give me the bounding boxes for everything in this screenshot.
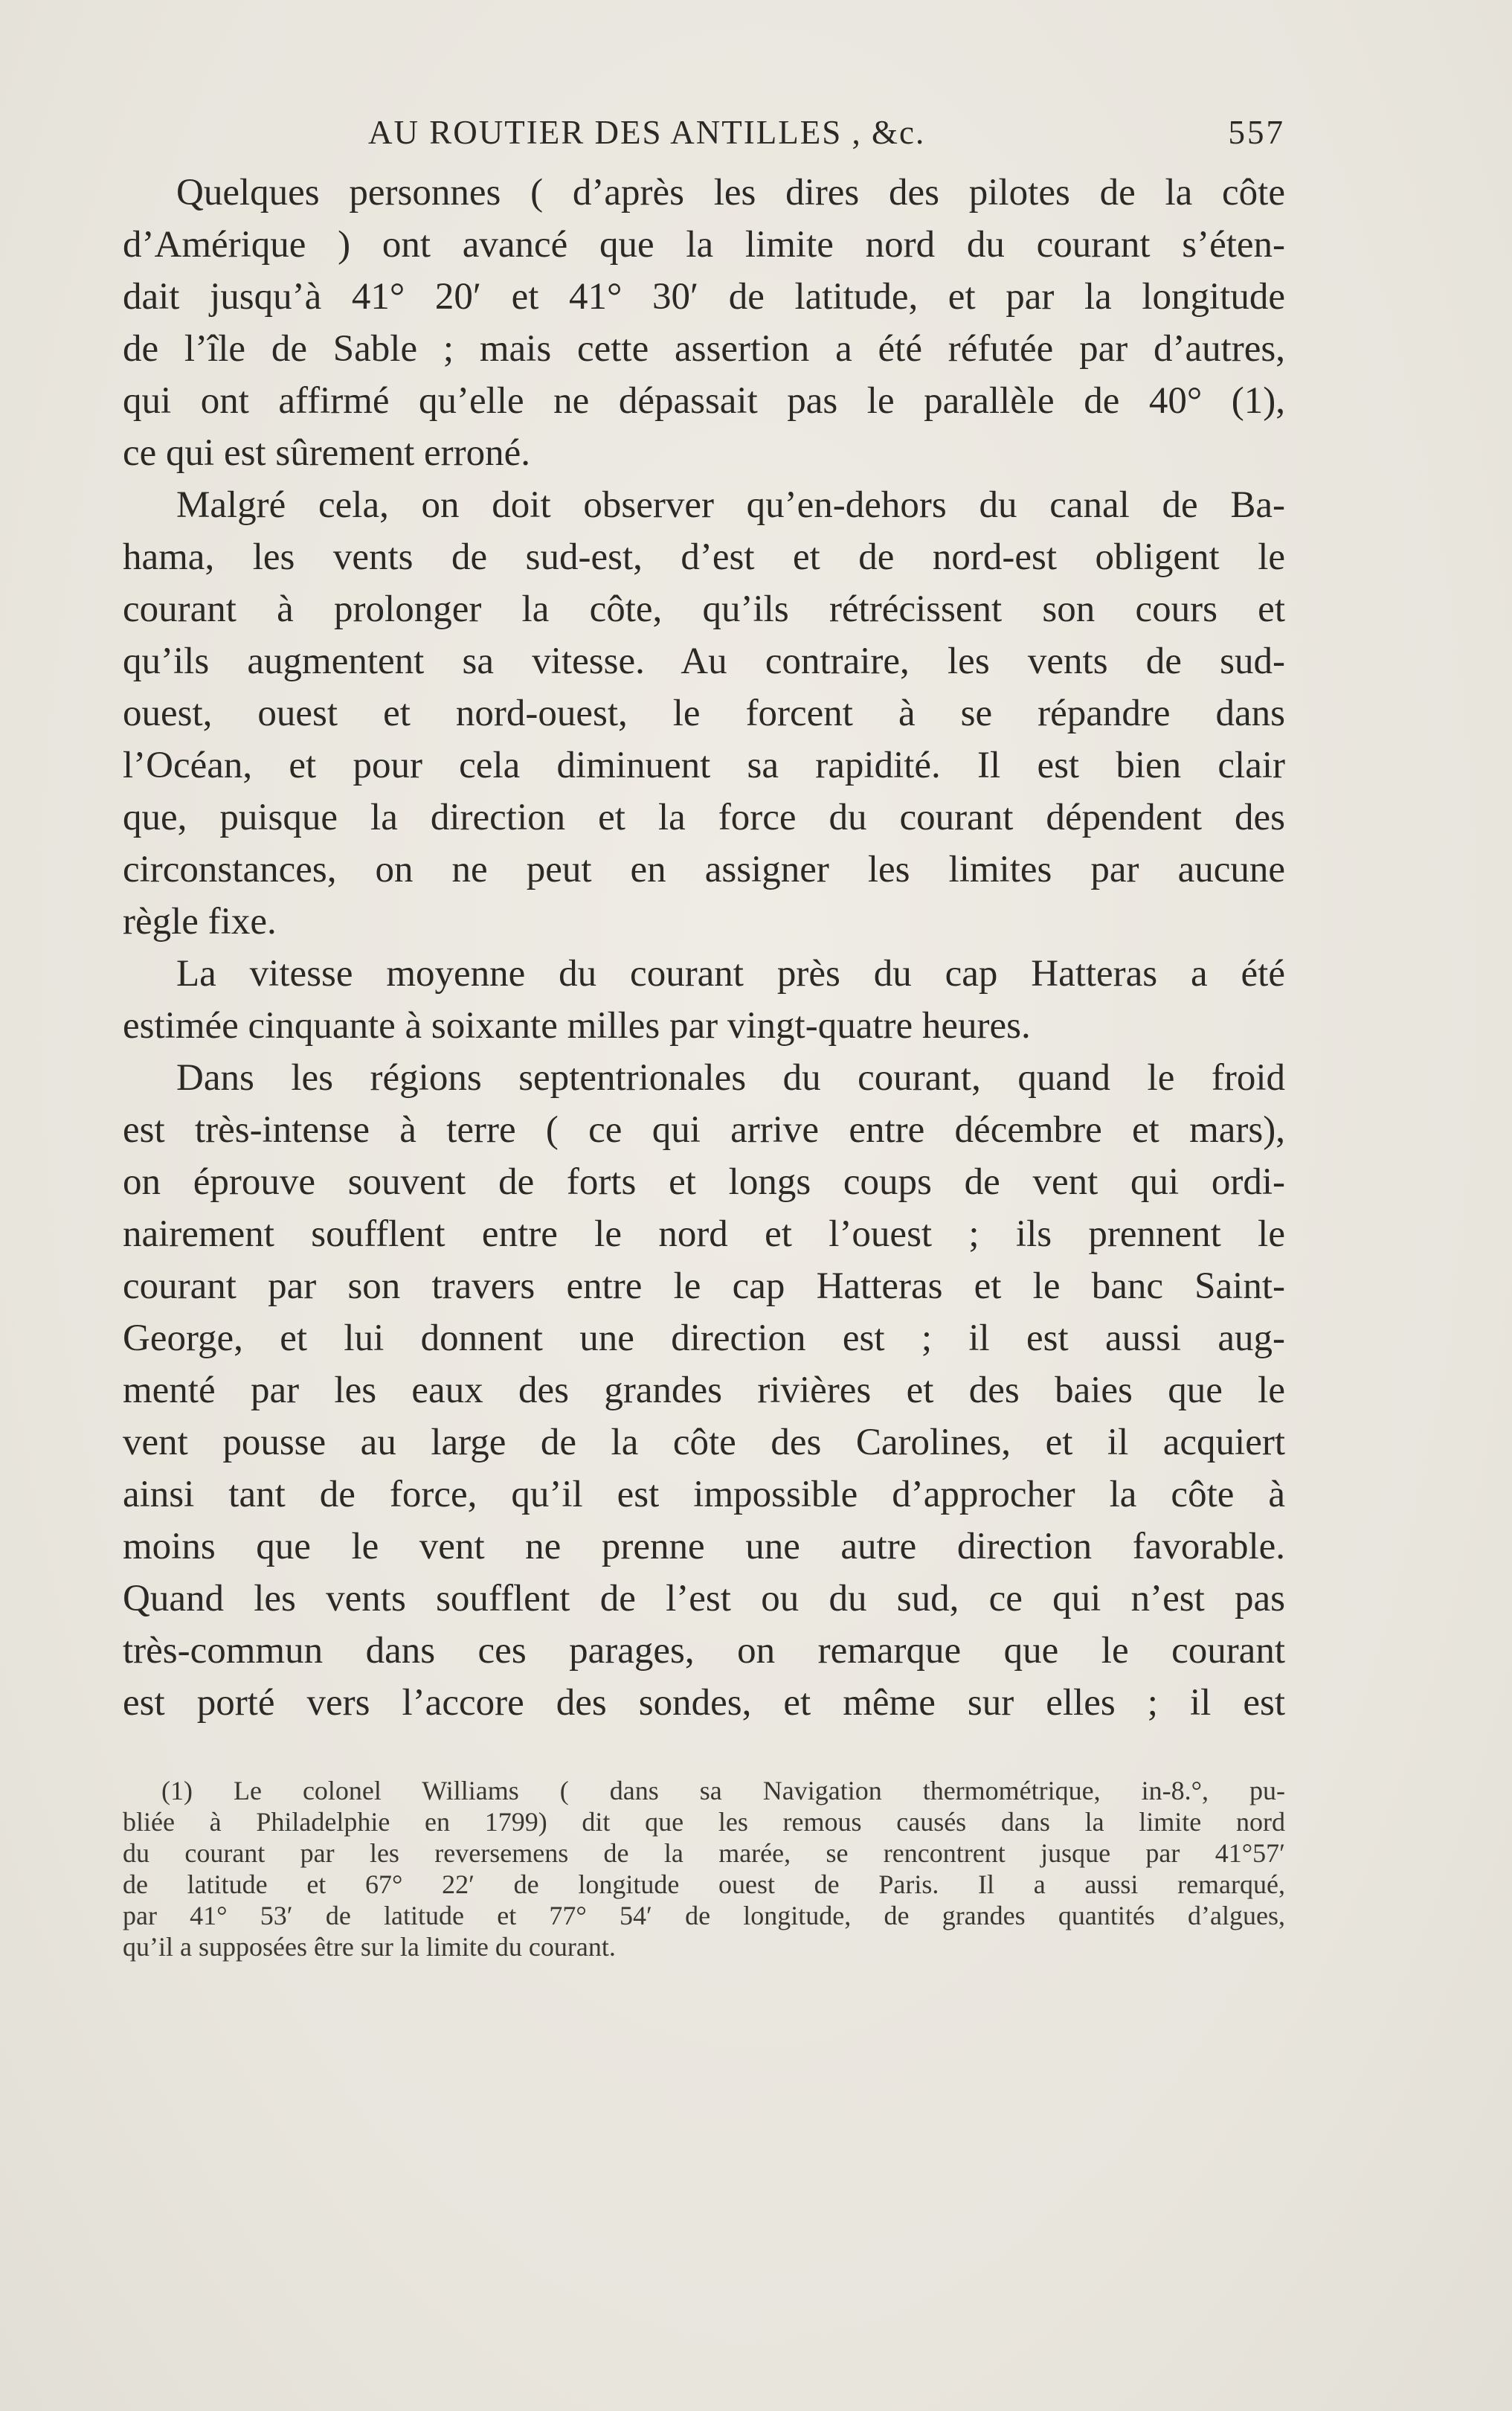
text-line: on éprouve souvent de forts et longs coups de vent qui ordi- xyxy=(123,1161,1285,1203)
text-line: courant par son travers entre le cap Hatteras et le banc Saint- xyxy=(123,1265,1285,1307)
text-line: estimée cinquante à soixante milles par vingt-quatre heures. xyxy=(123,1005,1031,1047)
footnote xyxy=(123,1775,1285,1962)
text-line: nairement soufflent entre le nord et l’ouest ; ils prennent le xyxy=(123,1213,1285,1255)
running-head xyxy=(123,113,1285,158)
footnote-line: qu’il a supposées être sur la limite du courant. xyxy=(123,1932,616,1962)
text-line: Dans les régions septentrionales du courant, quand le froid xyxy=(176,1057,1285,1099)
text-line: menté par les eaux des grandes rivières et des baies que le xyxy=(123,1370,1285,1411)
page-number: 557 xyxy=(1228,114,1285,151)
footnote-line: bliée à Philadelphie en 1799) dit que les remous causés dans la limite nord xyxy=(123,1807,1285,1837)
text-line: qui ont affirmé qu’elle ne dépassait pas le parallèle de 40° (1), xyxy=(123,380,1285,422)
text-line: est porté vers l’accore des sondes, et même sur elles ; il est xyxy=(123,1682,1285,1724)
text-line: Quelques personnes ( d’après les dires des pilotes de la côte xyxy=(176,172,1285,214)
body-text xyxy=(123,167,1285,1729)
text-line: Malgré cela, on doit observer qu’en-dehors du canal de Ba- xyxy=(176,484,1285,526)
footnote-line: (1) Le colonel Williams ( dans sa Navigation thermométrique, in-8.°, pu- xyxy=(161,1776,1285,1805)
text-line: George, et lui donnent une direction est ; il est aussi aug- xyxy=(123,1317,1285,1359)
footnote-line: du courant par les reversemens de la marée, se rencontrent jusque par 41°57′ xyxy=(123,1838,1285,1868)
text-line: moins que le vent ne prenne une autre direction favorable. xyxy=(123,1526,1285,1567)
text-line: ce qui est sûrement erroné. xyxy=(123,432,531,474)
text-line: est très-intense à terre ( ce qui arrive entre décembre et mars), xyxy=(123,1109,1285,1151)
text-line: très-commun dans ces parages, on remarque que le courant xyxy=(123,1630,1285,1672)
text-line: que, puisque la direction et la force du courant dépendent des xyxy=(123,797,1285,838)
text-line: dait jusqu’à 41° 20′ et 41° 30′ de latitude, et par la longitude xyxy=(123,276,1285,318)
text-line: hama, les vents de sud-est, d’est et de nord-est obligent le xyxy=(123,536,1285,578)
text-line: circonstances, on ne peut en assigner les limites par aucune xyxy=(123,849,1285,890)
text-line: de l’île de Sable ; mais cette assertion a été réfutée par d’autres, xyxy=(123,328,1285,370)
text-line: La vitesse moyenne du courant près du cap Hatteras a été xyxy=(176,953,1285,995)
text-line: ainsi tant de force, qu’il est impossible d’approcher la côte à xyxy=(123,1474,1285,1515)
text-line: qu’ils augmentent sa vitesse. Au contraire, les vents de sud- xyxy=(123,641,1285,682)
text-line: vent pousse au large de la côte des Carolines, et il acquiert xyxy=(123,1422,1285,1463)
text-line: ouest, ouest et nord-ouest, le forcent à se répandre dans xyxy=(123,693,1285,734)
footnote-line: de latitude et 67° 22′ de longitude ouest de Paris. Il a aussi remarqué, xyxy=(123,1869,1285,1899)
text-line: d’Amérique ) ont avancé que la limite nord du courant s’éten- xyxy=(123,224,1285,266)
footnote-line: par 41° 53′ de latitude et 77° 54′ de longitude, de grandes quantités d’algues, xyxy=(123,1901,1285,1930)
running-title: AU ROUTIER DES ANTILLES , &c. xyxy=(368,114,926,151)
text-line: courant à prolonger la côte, qu’ils rétrécissent son cours et xyxy=(123,588,1285,630)
text-line: Quand les vents soufflent de l’est ou du sud, ce qui n’est pas xyxy=(123,1578,1285,1619)
text-line: règle fixe. xyxy=(123,901,277,943)
text-line: l’Océan, et pour cela diminuent sa rapidité. Il est bien clair xyxy=(123,745,1285,786)
